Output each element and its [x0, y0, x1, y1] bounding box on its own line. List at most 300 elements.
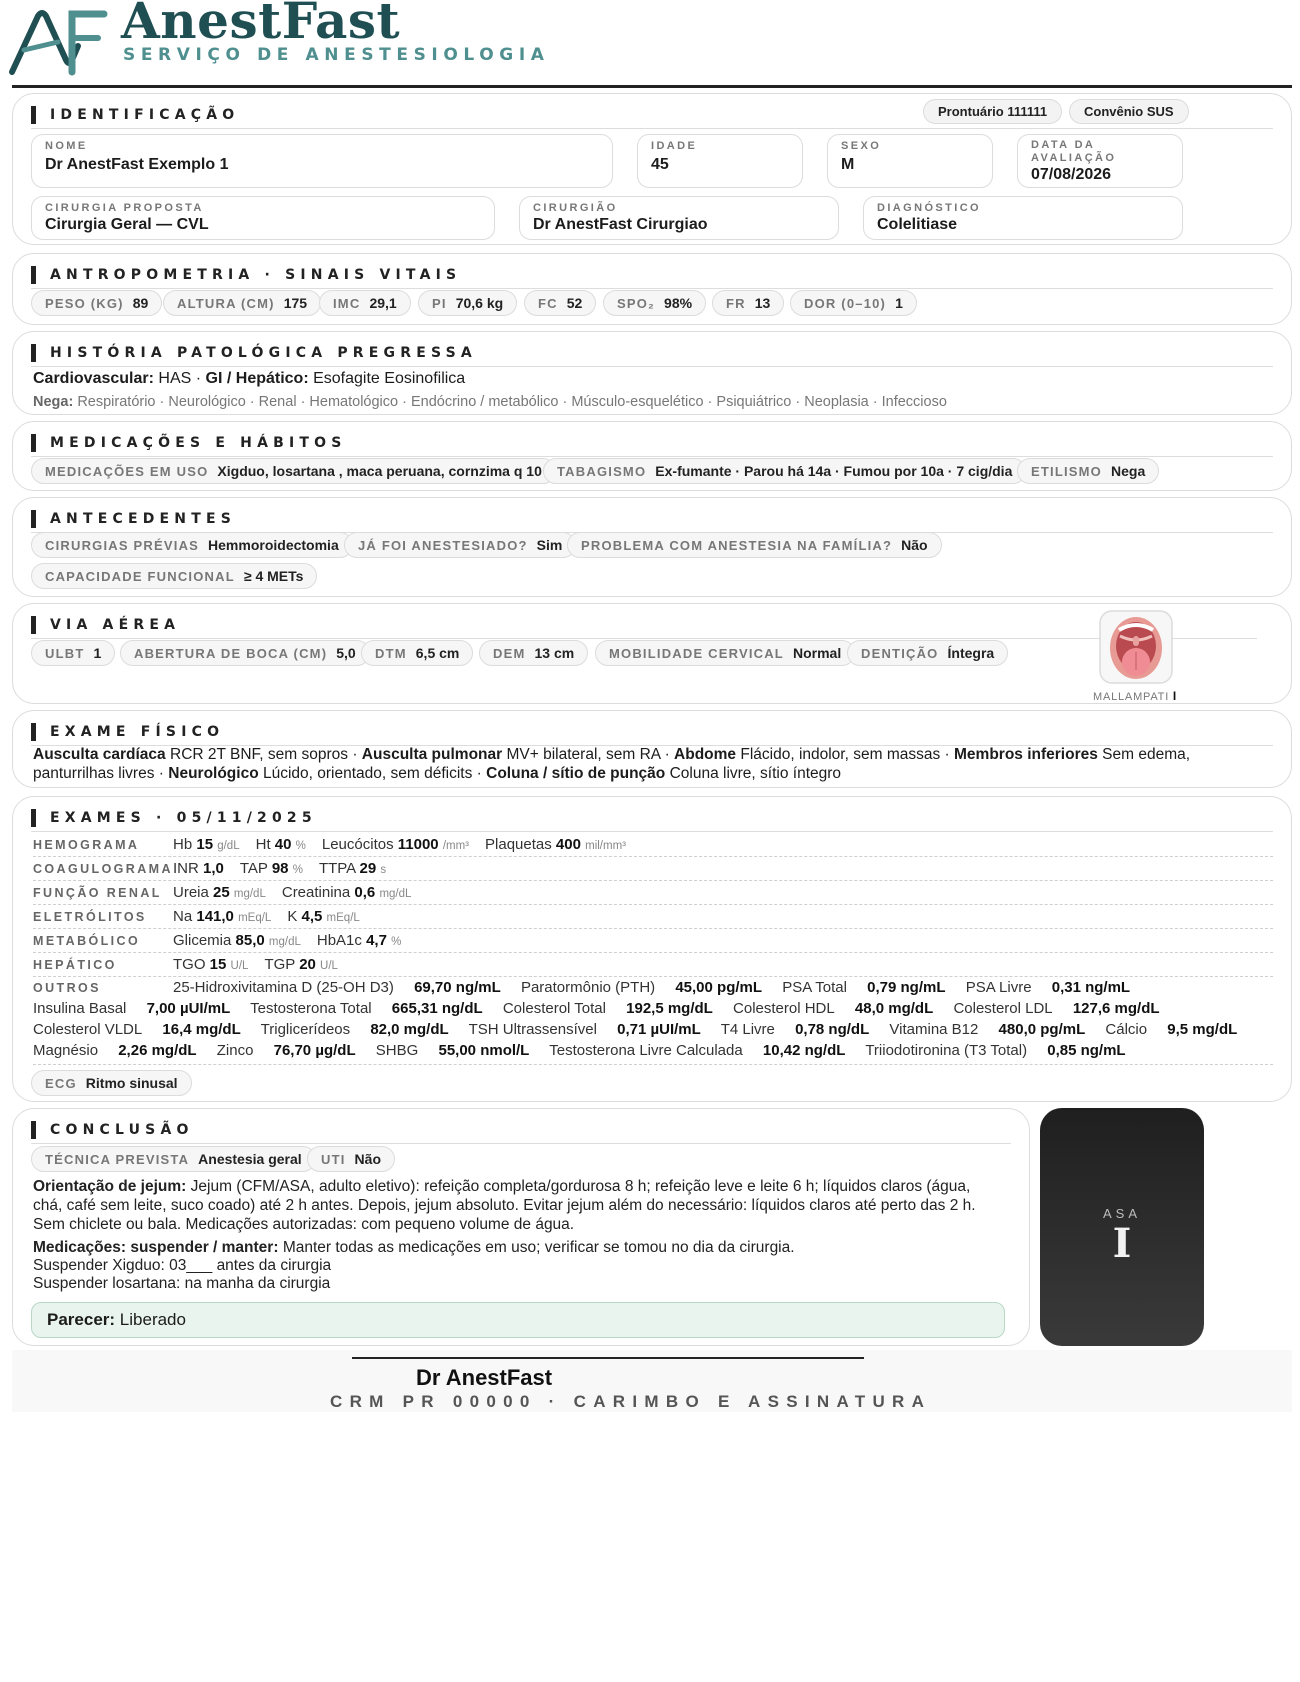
- jejum-paragraph: [33, 1177, 993, 1234]
- section-rule: [31, 638, 1257, 639]
- pill-value: Hemmoroidectomia: [208, 537, 339, 553]
- exam-item-unit: mg/dL: [268, 936, 301, 948]
- exam-item-value: 20: [299, 956, 316, 973]
- exam-item: [782, 979, 945, 996]
- pill-label: DENTIÇÃO: [861, 645, 939, 661]
- pill-value: 13: [754, 295, 771, 311]
- antecedente-pill: [344, 532, 576, 558]
- vital-pill: [603, 290, 706, 316]
- exam-item-name: Leucócitos: [321, 836, 394, 853]
- pill-label: DTM: [375, 645, 407, 661]
- conclusao-card: [12, 1108, 1030, 1346]
- exam-item-value: 15: [196, 836, 214, 853]
- antecedente-pill: [567, 532, 942, 558]
- field-value: Dr AnestFast Cirurgiao: [533, 216, 708, 233]
- pill-value: Não: [354, 1151, 381, 1167]
- section-title: [31, 344, 477, 362]
- exam-item-unit: U/L: [230, 960, 249, 972]
- pill-value: 52: [566, 295, 583, 311]
- nega-value: Respiratório · Neurológico · Renal · Hematológico · Endócrino / metabólico · Músculo-esquelético · Psiquiátrico · Neoplasia · Infeccioso: [77, 394, 947, 410]
- field-value: M: [841, 156, 855, 173]
- exam-item: [33, 1042, 197, 1059]
- exam-item-name: Magnésio: [33, 1042, 99, 1059]
- exam-row-key: METABÓLICO: [33, 933, 141, 948]
- mallampati-value: I: [1172, 689, 1178, 703]
- historia-nega: [33, 394, 947, 410]
- exam-row-hepatico: [33, 953, 1273, 977]
- exam-item: [721, 1021, 870, 1038]
- exam-item-name: Zinco: [216, 1042, 254, 1059]
- exam-item: [319, 860, 386, 877]
- exam-item-name: TAP: [239, 860, 268, 877]
- pill-value: 6,5 cm: [415, 645, 460, 661]
- exam-item-value: 25: [213, 884, 230, 901]
- field-label: SEXO: [841, 140, 882, 152]
- section-title-text: HISTÓRIA PATOLÓGICA PREGRESSA: [50, 345, 477, 361]
- exam-item: [469, 1021, 701, 1038]
- section-title-text: EXAMES · 05/11/2025: [50, 810, 317, 826]
- exame-fisico-card: [12, 710, 1292, 788]
- exam-value: panturrilhas livres ·: [33, 765, 164, 782]
- exam-item-name: T4 Livre: [720, 1021, 775, 1038]
- exam-item-unit: %: [295, 840, 306, 852]
- exam-row-key: FUNÇÃO RENAL: [33, 885, 162, 900]
- airway-pill: [479, 640, 588, 666]
- exam-key: Abdome: [674, 746, 737, 763]
- exam-item-unit: mil/mm³: [585, 840, 626, 852]
- exam-item-unit: %: [292, 864, 303, 876]
- exam-row-key: HEMOGRAMA: [33, 837, 140, 852]
- mallampati-mouth-icon: [1099, 610, 1173, 684]
- section-title-text: IDENTIFICAÇÃO: [50, 107, 240, 123]
- med-label: Medicações: suspender / manter:: [33, 1239, 279, 1256]
- exam-item-name: Triglicerídeos: [260, 1021, 351, 1038]
- pill-value: 175: [283, 295, 308, 311]
- cv-value: HAS: [158, 370, 192, 387]
- exam-item-unit: U/L: [320, 960, 338, 972]
- exam-item: [173, 932, 301, 949]
- exam-item-name: Cálcio: [1105, 1021, 1148, 1038]
- section-rule: [31, 1143, 1011, 1144]
- brand-subtitle: SERVIÇO DE ANESTESIOLOGIA: [123, 45, 550, 65]
- section-title: [31, 434, 347, 452]
- pill-label: MOBILIDADE CERVICAL: [609, 645, 784, 661]
- section-rule: [31, 288, 1273, 289]
- ecg-pill: [31, 1070, 192, 1096]
- exam-item-value: 0,85 ng/mL: [1047, 1042, 1126, 1059]
- exam-item-name: Ht: [255, 836, 271, 853]
- exames-card: [12, 796, 1292, 1102]
- pill-label: FR: [726, 295, 746, 311]
- exam-item-value: 69,70 ng/mL: [414, 979, 501, 996]
- exam-item: [261, 1021, 449, 1038]
- exam-item-name: PSA Livre: [965, 979, 1032, 996]
- exam-item-name: 25-Hidroxivitamina D (25-OH D3): [173, 979, 394, 996]
- exam-item-name: Hb: [173, 836, 193, 853]
- pill-value: 70,6 kg: [455, 295, 504, 311]
- exam-item-unit: mEq/L: [238, 912, 272, 924]
- convenio-badge: Convênio SUS: [1069, 99, 1189, 124]
- exam-item: [1105, 1021, 1237, 1038]
- pill-label: IMC: [333, 295, 361, 311]
- sexo-field: [827, 134, 993, 188]
- exam-item: [317, 932, 401, 949]
- exam-item: [485, 836, 626, 853]
- section-title: [31, 510, 236, 528]
- header-rule: [12, 85, 1292, 88]
- exam-item: [173, 860, 224, 877]
- outros-line: [33, 1000, 1176, 1017]
- pill-value: Íntegra: [947, 645, 995, 661]
- pill-label: ABERTURA DE BOCA (CM): [134, 645, 328, 661]
- pill-label: ALTURA (CM): [177, 295, 275, 311]
- nome-field: [31, 134, 613, 188]
- exam-item-value: 45,00 pg/mL: [675, 979, 763, 996]
- exam-item-name: TTPA: [318, 860, 356, 877]
- pill-label: CIRURGIAS PRÉVIAS: [45, 537, 200, 553]
- data-avaliacao-field: [1017, 134, 1183, 188]
- pill-value: 1: [895, 295, 903, 311]
- airway-pill: [120, 640, 370, 666]
- field-value: 07/08/2026: [1031, 166, 1112, 183]
- pill-value: 29,1: [369, 295, 397, 311]
- pill-value: Ritmo sinusal: [85, 1075, 178, 1091]
- historia-positivos: [33, 370, 465, 388]
- anestfast-logo-icon: [8, 2, 114, 78]
- vital-pill: [790, 290, 917, 316]
- antropometria-card: [12, 253, 1292, 325]
- exam-key: Neurológico: [168, 765, 259, 782]
- exam-row-metabolico: [33, 929, 1273, 953]
- exam-item: [33, 1000, 230, 1017]
- exam-item-value: 4,5: [301, 908, 323, 925]
- section-title: [31, 106, 239, 124]
- pill-label: TABAGISMO: [557, 463, 647, 479]
- brand-name: AnestFast: [121, 0, 401, 50]
- exam-item: [264, 956, 338, 973]
- exam-key: Membros inferiores: [954, 746, 1098, 763]
- airway-pill: [595, 640, 855, 666]
- exam-item-value: 665,31 ng/dL: [391, 1000, 483, 1017]
- exam-item-value: 0,71 µUI/mL: [617, 1021, 701, 1038]
- identificacao-card: [12, 93, 1292, 245]
- exam-item-unit: mg/dL: [379, 888, 412, 900]
- tecnica-pill: [31, 1146, 316, 1172]
- pill-label: CAPACIDADE FUNCIONAL: [45, 568, 235, 584]
- antecedente-pill: [31, 563, 317, 589]
- exam-item-name: INR: [173, 860, 199, 877]
- antecedentes-card: [12, 497, 1292, 597]
- pill-label: SPO₂: [617, 295, 656, 311]
- exam-item-name: Glicemia: [173, 932, 232, 949]
- field-label: CIRURGIÃO: [533, 202, 618, 214]
- prontuario-badge: Prontuário 111111: [923, 99, 1062, 124]
- exam-item-value: 85,0: [235, 932, 265, 949]
- exam-item-name: TSH Ultrassensível: [468, 1021, 597, 1038]
- idade-field: [637, 134, 803, 188]
- exam-item: [549, 1042, 845, 1059]
- exam-item: [173, 956, 248, 973]
- header: [8, 0, 1292, 86]
- vital-pill: [524, 290, 596, 316]
- signature-line: [352, 1357, 864, 1359]
- exame-fisico-line-2: [33, 765, 841, 783]
- pill-label: PI: [432, 295, 447, 311]
- parecer-box: [31, 1302, 1005, 1338]
- vital-pill: [319, 290, 411, 316]
- exam-item-value: 4,7: [366, 932, 387, 949]
- cirurgia-field: [31, 196, 495, 240]
- exam-item-name: SHBG: [375, 1042, 419, 1059]
- field-label: DATA DA: [1031, 139, 1096, 151]
- field-value: Cirurgia Geral — CVL: [45, 216, 209, 233]
- exam-item-value: 2,26 mg/dL: [118, 1042, 197, 1059]
- exam-item-name: TGP: [264, 956, 296, 973]
- asa-value: I: [1112, 1220, 1132, 1267]
- asa-card: [1040, 1108, 1204, 1346]
- field-label: NOME: [45, 140, 88, 152]
- exam-item-value: 55,00 nmol/L: [438, 1042, 530, 1059]
- airway-pill: [31, 640, 115, 666]
- medicacoes-pill: [31, 458, 556, 484]
- outros-line: [173, 979, 1146, 996]
- exam-row-outros: [33, 977, 1273, 1065]
- pill-label: MEDICAÇÕES EM USO: [45, 463, 209, 479]
- exam-item-unit: s: [380, 864, 387, 876]
- exam-item: [173, 884, 266, 901]
- exam-row-key: HEPÁTICO: [33, 957, 117, 972]
- field-value: 45: [651, 156, 669, 173]
- exam-value: Flácido, indolor, sem massas ·: [740, 746, 950, 763]
- antecedente-pill: [31, 532, 353, 558]
- section-title: [31, 723, 224, 741]
- section-rule: [31, 366, 1273, 367]
- exam-item-name: Ureia: [173, 884, 209, 901]
- exam-value: Sem edema,: [1102, 746, 1191, 763]
- section-bar: [31, 266, 36, 284]
- exam-item-value: 1,0: [203, 860, 224, 877]
- exam-row-hemograma: [33, 833, 1273, 857]
- pill-label: JÁ FOI ANESTESIADO?: [358, 537, 528, 553]
- exam-item: [966, 979, 1130, 996]
- section-bar: [31, 1121, 36, 1139]
- exam-item-value: 10,42 ng/dL: [762, 1042, 846, 1059]
- exam-row-key: COAGULOGRAMA: [33, 861, 173, 876]
- exam-item-name: Triiodotironina (T3 Total): [865, 1042, 1028, 1059]
- exam-item: [240, 860, 303, 877]
- pill-value: Ex-fumante · Parou há 14a · Fumou por 10a · 7 cig/dia: [655, 463, 1013, 479]
- exam-row-eletrolitos: [33, 905, 1273, 929]
- pill-value: 1: [93, 645, 102, 661]
- mallampati-label: MALLAMPATI: [1093, 691, 1170, 703]
- airway-pill: [361, 640, 473, 666]
- pill-label: ULBT: [45, 645, 85, 661]
- field-label: IDADE: [651, 140, 698, 152]
- exam-item: [521, 979, 762, 996]
- suspender-line: Suspender losartana: na manha da cirurgia: [33, 1275, 331, 1292]
- exam-item: [282, 884, 412, 901]
- exam-item-value: 7,00 µUI/mL: [146, 1000, 231, 1017]
- exam-item: [287, 908, 359, 925]
- pill-label: PROBLEMA COM ANESTESIA NA FAMÍLIA?: [581, 537, 893, 553]
- exam-value: Coluna livre, sítio íntegro: [669, 765, 842, 782]
- outros-line: [33, 1021, 1253, 1038]
- exam-value: Lúcido, orientado, sem déficits ·: [262, 765, 482, 782]
- pill-value: Xigduo, losartana , maca peruana, cornzima q 10: [217, 463, 542, 479]
- exam-item-name: Testosterona Total: [250, 1000, 372, 1017]
- vital-pill: [31, 290, 162, 316]
- exam-item: [33, 1021, 241, 1038]
- exam-item-value: 76,70 µg/dL: [273, 1042, 356, 1059]
- diagnostico-field: [863, 196, 1183, 240]
- pill-label: FC: [538, 295, 558, 311]
- exam-item-name: HbA1c: [316, 932, 362, 949]
- historia-card: [12, 331, 1292, 415]
- exam-item-name: Paratormônio (PTH): [520, 979, 656, 996]
- section-bar: [31, 809, 36, 827]
- pill-value: Anestesia geral: [198, 1151, 302, 1167]
- tabagismo-pill: [543, 458, 1026, 484]
- field-label: CIRURGIA PROPOSTA: [45, 202, 204, 214]
- exam-item: [173, 836, 240, 853]
- via-aerea-card: [12, 603, 1292, 704]
- vital-pill: [712, 290, 784, 316]
- exam-key: Ausculta cardíaca: [33, 746, 166, 763]
- field-label: DIAGNÓSTICO: [877, 202, 982, 214]
- exam-item: [217, 1042, 356, 1059]
- section-bar: [31, 434, 36, 452]
- medicacoes-paragraph: [33, 1238, 993, 1257]
- exam-item-value: 16,4 mg/dL: [162, 1021, 241, 1038]
- jejum-label: Orientação de jejum:: [33, 1178, 187, 1195]
- section-title-text: VIA AÉREA: [50, 617, 181, 633]
- field-label: AVALIAÇÃO: [1031, 152, 1117, 164]
- exam-item-value: 82,0 mg/dL: [370, 1021, 449, 1038]
- section-title-text: CONCLUSÃO: [50, 1122, 194, 1138]
- pill-value: Normal: [792, 645, 842, 661]
- uti-pill: [307, 1146, 395, 1172]
- exam-item-value: 40: [274, 836, 292, 853]
- exam-item-name: Creatinina: [281, 884, 351, 901]
- section-bar: [31, 723, 36, 741]
- asa-label: ASA: [1102, 1206, 1141, 1221]
- field-value: Dr AnestFast Exemplo 1: [45, 156, 229, 173]
- exam-item-name: TGO: [173, 956, 206, 973]
- section-title: [31, 1121, 194, 1139]
- section-rule: [31, 456, 1273, 457]
- pill-label: DEM: [493, 645, 526, 661]
- exam-item: [503, 1000, 713, 1017]
- exame-fisico-line-1: [33, 746, 1190, 764]
- exam-row-funcao-renal: [33, 881, 1273, 905]
- exam-item: [733, 1000, 933, 1017]
- section-rule: [31, 128, 1273, 129]
- parecer-value: Liberado: [119, 1310, 186, 1329]
- exam-row-coagulograma: [33, 857, 1273, 881]
- exam-item-name: Colesterol LDL: [953, 1000, 1053, 1017]
- suspender-line: Suspender Xigduo: 03___ antes da cirurgia: [33, 1257, 332, 1274]
- etilismo-pill: [1017, 458, 1159, 484]
- exam-item-name: PSA Total: [782, 979, 847, 996]
- exam-item-unit: %: [391, 936, 402, 948]
- exam-item: [250, 1000, 483, 1017]
- section-title: [31, 266, 461, 284]
- pill-label: ECG: [45, 1075, 77, 1091]
- section-bar: [31, 616, 36, 634]
- medicacoes-card: [12, 421, 1292, 491]
- exam-item-value: 0,79 ng/mL: [867, 979, 946, 996]
- separator: ·: [195, 370, 202, 387]
- exam-item-value: 480,0 pg/mL: [998, 1021, 1086, 1038]
- cv-label: Cardiovascular:: [33, 370, 154, 387]
- exam-item-value: 0,31 ng/mL: [1051, 979, 1131, 996]
- jejum-text: Jejum (CFM/ASA, adulto eletivo): refeição completa/gordurosa 8 h; refeição leve e leite 6 h; líquidos claros (água, chá, café sem leite, suco coado) até 2 h antes. Depois, jejum absoluto. Evitar jejum além do necessário: líquidos claros até perto das 2 h. Sem chiclete ou bala. Medicações autorizadas: com pequeno volume de água.: [33, 1178, 976, 1233]
- exam-item-value: 15: [209, 956, 227, 973]
- pill-label: UTI: [321, 1151, 346, 1167]
- signature-subtitle: CRM PR 00000 · CARIMBO E ASSINATURA: [330, 1392, 932, 1411]
- exam-item-name: Na: [173, 908, 193, 925]
- exam-item-unit: /mm³: [442, 840, 470, 852]
- section-title-text: ANTROPOMETRIA · SINAIS VITAIS: [50, 267, 462, 283]
- gi-label: GI / Hepático:: [205, 370, 309, 387]
- mallampati-caption: [1093, 689, 1177, 703]
- exam-item-unit: mEq/L: [326, 912, 360, 924]
- exam-item-value: 29: [359, 860, 377, 877]
- pill-value: 89: [132, 295, 149, 311]
- pill-value: 5,0: [336, 645, 356, 661]
- airway-pill: [847, 640, 1008, 666]
- exam-item: [865, 1042, 1125, 1059]
- exam-item: [173, 908, 271, 925]
- exam-item-value: 141,0: [196, 908, 234, 925]
- pill-value: 13 cm: [534, 645, 575, 661]
- section-title: [31, 616, 180, 634]
- pill-value: 98%: [664, 295, 693, 311]
- exam-item-value: 400: [555, 836, 581, 853]
- exam-item-value: 192,5 mg/dL: [626, 1000, 713, 1017]
- exam-item-name: Colesterol Total: [502, 1000, 606, 1017]
- pill-label: PESO (KG): [45, 295, 124, 311]
- section-title-text: MEDICAÇÕES E HÁBITOS: [50, 435, 347, 451]
- vital-pill: [418, 290, 517, 316]
- pill-value: ≥ 4 METs: [243, 568, 304, 584]
- exam-item-value: 0,78 ng/dL: [795, 1021, 870, 1038]
- exam-item-name: Vitamina B12: [889, 1021, 979, 1038]
- exam-item-value: 48,0 mg/dL: [854, 1000, 934, 1017]
- pill-label: DOR (0–10): [804, 295, 887, 311]
- exam-item-value: 98: [271, 860, 289, 877]
- section-bar: [31, 344, 36, 362]
- section-bar: [31, 106, 36, 124]
- exam-item-name: Colesterol HDL: [733, 1000, 835, 1017]
- med-text: Manter todas as medicações em uso; verificar se tomou no dia da cirurgia.: [282, 1239, 795, 1256]
- field-value: Colelitiase: [877, 216, 958, 233]
- exam-item-name: Colesterol VLDL: [33, 1021, 143, 1038]
- parecer-label: Parecer:: [47, 1310, 116, 1329]
- exam-item: [889, 1021, 1085, 1038]
- exam-item: [256, 836, 306, 853]
- exam-value: RCR 2T BNF, sem sopros ·: [170, 746, 358, 763]
- section-bar: [31, 510, 36, 528]
- exam-item: [376, 1042, 530, 1059]
- vital-pill: [163, 290, 321, 316]
- exam-item-unit: g/dL: [217, 840, 240, 852]
- exam-value: MV+ bilateral, sem RA ·: [506, 746, 670, 763]
- gi-value: Esofagite Eosinofilica: [313, 370, 466, 387]
- pill-label: ETILISMO: [1031, 463, 1102, 479]
- section-title-text: EXAME FÍSICO: [50, 724, 225, 740]
- section-title-text: ANTECEDENTES: [50, 511, 237, 527]
